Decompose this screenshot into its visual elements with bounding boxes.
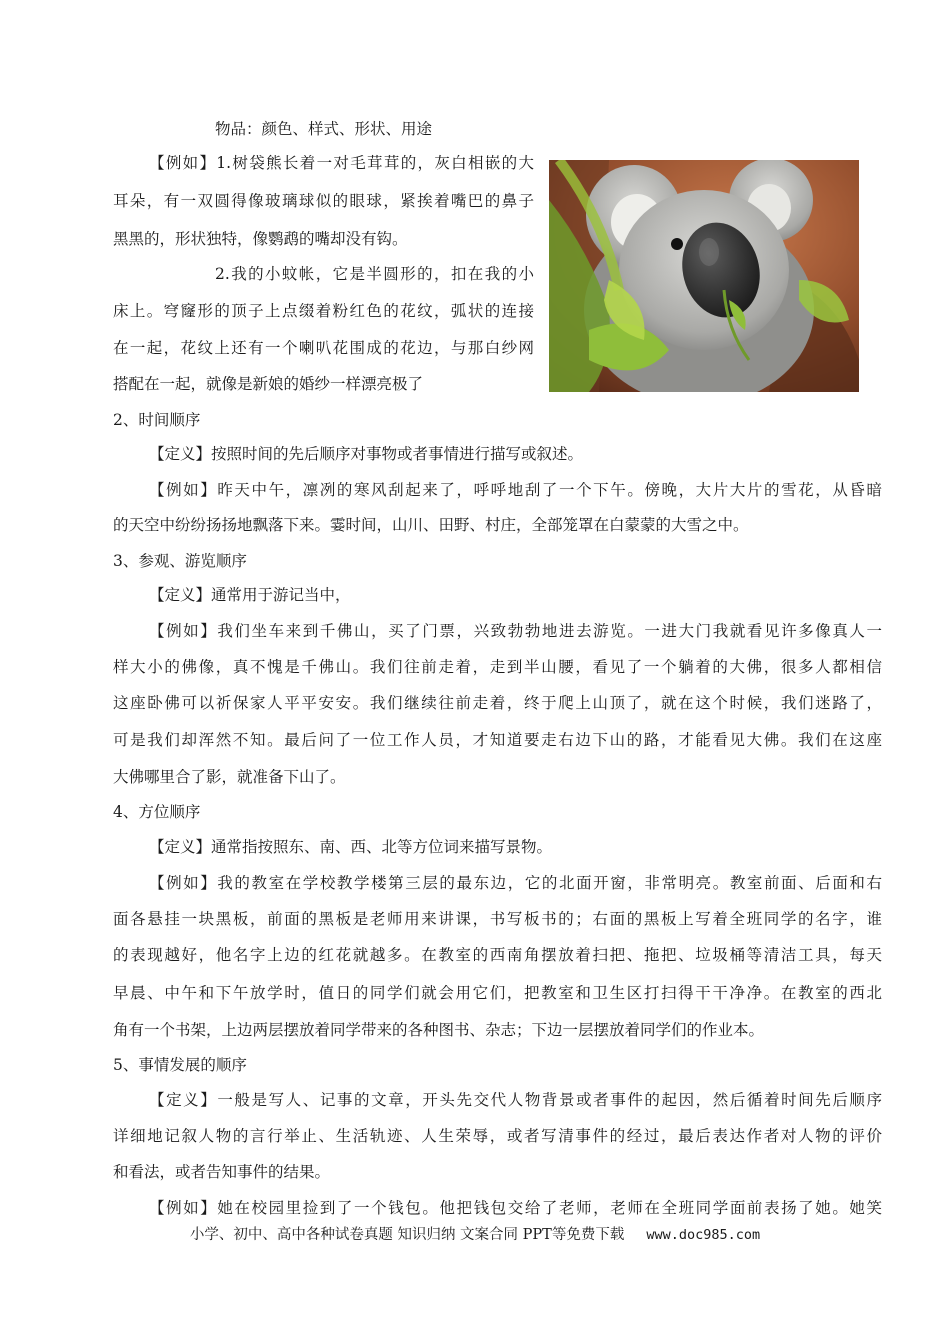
paragraph-line: 的天空中纷纷扬扬地飘落下来。霎时间，山川、田野、村庄，全部笼罩在白蒙蒙的大雪之中。 (113, 516, 749, 534)
paragraph-line: 角有一个书架，上边两层摆放着同学带来的各种图书、杂志；下边一层摆放着同学们的作业本。 (113, 1021, 765, 1039)
paragraph-line: 可是我们却浑然不知。最后问了一位工作人员，才知道要走右边下山的路，才能看见大佛。我们在这座 (113, 731, 882, 749)
paragraph-line: 【定义】通常用于游记当中， (149, 586, 351, 604)
footer-text: 小学、初中、高中各种试卷真题 知识归纳 文案合同 PPT等免费下载 (189, 1227, 625, 1243)
page-footer (0, 1223, 950, 1244)
section-heading: 3、参观、游览顺序 (113, 552, 247, 570)
paragraph-line: 【例如】我们坐车来到千佛山，买了门票，兴致勃勃地进去游览。一进大门我就看见许多像真人一 (149, 622, 882, 640)
paragraph-line: 在一起，花纹上还有一个喇叭花围成的花边，与那白纱网 (113, 339, 534, 357)
paragraph-line: 耳朵，有一双圆得像玻璃球似的眼球，紧挨着嘴巴的鼻子 (113, 192, 534, 210)
paragraph-line: 【例如】我的教室在学校教学楼第三层的最东边，它的北面开窗，非常明亮。教室前面、后面和右 (149, 874, 882, 892)
paragraph-line: 和看法，或者告知事件的结果。 (113, 1163, 331, 1181)
section-heading: 4、方位顺序 (113, 803, 201, 821)
paragraph-line: 【例如】她在校园里捡到了一个钱包。他把钱包交给了老师，老师在全班同学面前表扬了她。她笑 (149, 1199, 882, 1217)
paragraph-line: 详细地记叙人物的言行举止、生活轨迹、人生荣辱，或者写清事件的经过，最后表达作者对人物的评价 (113, 1127, 882, 1145)
paragraph-line: 【例如】1.树袋熊长着一对毛茸茸的，灰白相嵌的大 (149, 154, 534, 172)
paragraph-line: 早晨、中午和下午放学时，值日的同学们就会用它们，把教室和卫生区打扫得干干净净。在教室的西北 (113, 984, 882, 1002)
paragraph-line: 面各悬挂一块黑板，前面的黑板是老师用来讲课，书写板书的；右面的黑板上写着全班同学的名字，谁 (113, 910, 882, 928)
footer-url-link[interactable]: www.doc985.com (646, 1227, 761, 1243)
paragraph-line: 【例如】昨天中午，凛冽的寒风刮起来了，呼呼地刮了一个下午。傍晚，大片大片的雪花，从昏暗 (149, 481, 882, 499)
paragraph-line: 样大小的佛像，真不愧是千佛山。我们往前走着，走到半山腰，看见了一个躺着的大佛，很多人都相信 (113, 658, 882, 676)
paragraph-line: 床上。穹窿形的顶子上点缀着粉红色的花纹，弧状的连接 (113, 302, 534, 320)
paragraph-line: 大佛哪里合了影，就准备下山了。 (113, 768, 346, 786)
paragraph-line: 【定义】按照时间的先后顺序对事物或者事情进行描写或叙述。 (149, 445, 584, 463)
paragraph-line: 【定义】通常指按照东、南、西、北等方位词来描写景物。 (149, 838, 553, 856)
paragraph-line: 【定义】一般是写人、记事的文章，开头先交代人物背景或者事件的起因，然后循着时间先后顺序 (149, 1091, 882, 1109)
koala-photo (549, 160, 859, 392)
paragraph-line: 物品：颜色、样式、形状、用途 (215, 120, 433, 138)
section-heading: 2、时间顺序 (113, 411, 201, 429)
paragraph-line: 搭配在一起，就像是新娘的婚纱一样漂亮极了 (113, 375, 424, 393)
paragraph-line: 黑黑的，形状独特，像鹦鹉的嘴却没有钩。 (113, 230, 408, 248)
section-heading: 5、事情发展的顺序 (113, 1056, 247, 1074)
paragraph-line: 的表现越好，他名字上边的红花就越多。在教室的西南角摆放着扫把、拖把、垃圾桶等清洁工具，每天 (113, 946, 882, 964)
paragraph-line: 这座卧佛可以祈保家人平平安安。我们继续往前走着，终于爬上山顶了，就在这个时候，我们迷路了， (113, 694, 882, 712)
paragraph-line: 2.我的小蚊帐，它是半圆形的，扣在我的小 (215, 265, 534, 283)
